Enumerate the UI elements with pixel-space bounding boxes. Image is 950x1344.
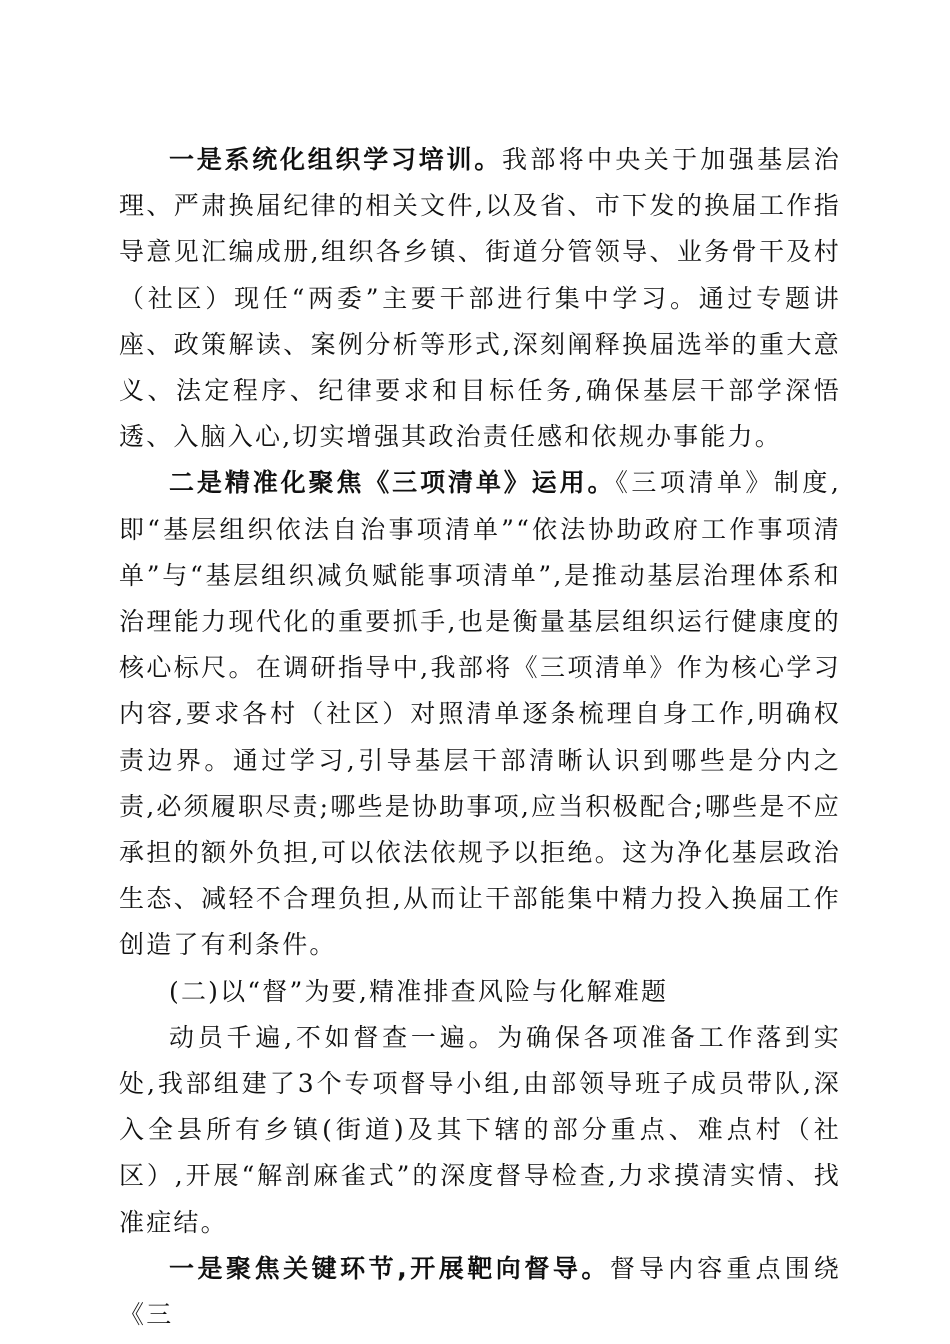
- document-body: [119, 137, 841, 1338]
- paragraph-three-lists: [119, 460, 841, 968]
- paragraph-text: 动员千遍,不如督查一遍。为确保各项准备工作落到实处,我部组建了3个专项督导小组,由部领导班子成员带队,深入全县所有乡镇(街道)及其下辖的部分重点、难点村（社区）,开展“解剖麻雀式”的深度督导检查,力求摸清实情、找准症结。: [119, 1022, 841, 1237]
- paragraph-text: 督导内容重点围绕《三: [119, 1253, 841, 1330]
- paragraph-targeted-supervision: [119, 1246, 841, 1338]
- paragraph-study-training: [119, 137, 841, 460]
- paragraph-text: 我部将中央关于加强基层治理、严肃换届纪律的相关文件,以及省、市下发的换届工作指导意见汇编成册,组织各乡镇、街道分管领导、业务骨干及村（社区）现任“两委”主要干部进行集中学习。通过专题讲座、政策解读、案例分析等形式,深刻阐释换届选举的重大意义、法定程序、纪律要求和目标任务,确保基层干部学深悟透、入脑入心,切实增强其政治责任感和依规办事能力。: [119, 145, 842, 452]
- paragraph-text: 《三项清单》制度,即“基层组织依法自治事项清单”“依法协助政府工作事项清单”与“基层组织减负赋能事项清单”,是推动基层治理体系和治理能力现代化的重要抓手,也是衡量基层组织运行健康度的核心标尺。在调研指导中,我部将《三项清单》作为核心学习内容,要求各村（社区）对照清单逐条梳理自身工作,明确权责边界。通过学习,引导基层干部清晰认识到哪些是分内之责,必须履职尽责;哪些是协助事项,应当积极配合;哪些是不应承担的额外负担,可以依法依规予以拒绝。这为净化基层政治生态、减轻不合理负担,从而让干部能集中精力投入换届工作创造了有利条件。: [119, 468, 842, 960]
- paragraph-lead-heading: 一是系统化组织学习培训。: [169, 145, 502, 174]
- paragraph-lead-heading: 二是精准化聚焦《三项清单》运用。: [169, 468, 616, 498]
- section-heading-text: (二)以“督”为要,精准排查风险与化解难题: [169, 976, 669, 1006]
- section-heading-supervision: [119, 969, 841, 1015]
- paragraph-lead-heading: 一是聚焦关键环节,开展靶向督导。: [169, 1253, 610, 1283]
- paragraph-supervision-intro: [119, 1015, 841, 1246]
